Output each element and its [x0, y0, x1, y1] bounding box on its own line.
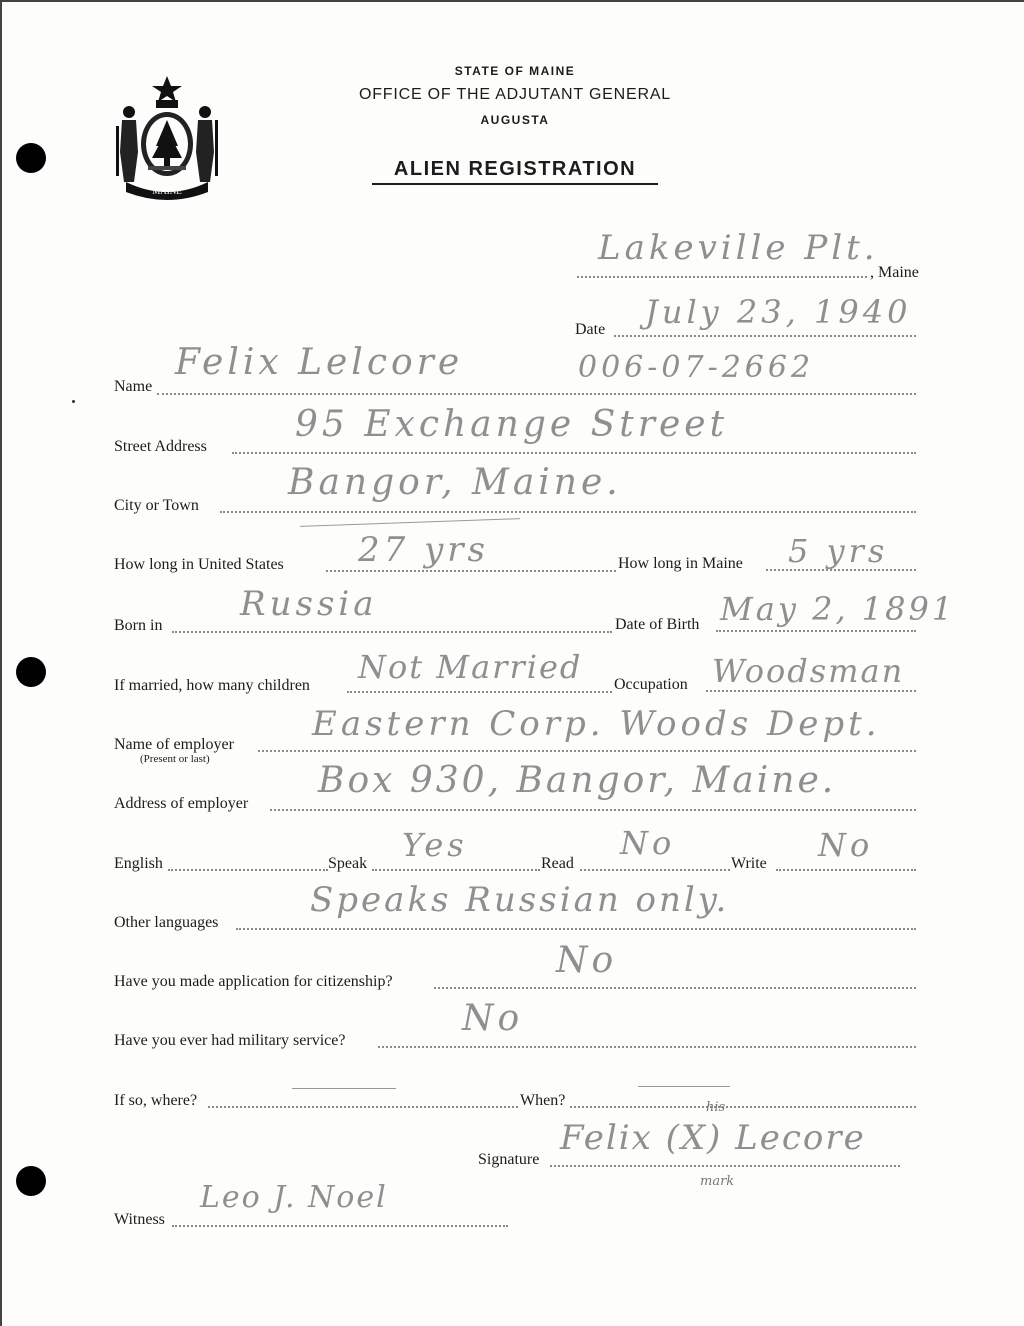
dob-value: May 2, 1891	[720, 590, 956, 628]
write-value: No	[818, 826, 874, 864]
registration-number: 006-07-2662	[578, 350, 815, 385]
occupation-label: Occupation	[614, 676, 688, 693]
witness-value: Leo J. Noel	[200, 1180, 388, 1215]
street-value: 95 Exchange Street	[295, 404, 729, 445]
military-line	[378, 1046, 916, 1048]
employer-line	[258, 750, 916, 752]
married-line	[347, 691, 612, 693]
employer-value: Eastern Corp. Woods Dept.	[312, 704, 881, 744]
city-line	[220, 511, 916, 513]
citizenship-line	[434, 987, 916, 989]
us-duration-label: How long in United States	[114, 556, 284, 573]
where-label: If so, where?	[114, 1092, 198, 1109]
place-line	[577, 276, 867, 278]
state-heading: STATE OF MAINE	[454, 64, 576, 78]
punch-hole-top	[16, 143, 46, 173]
write-label: Write	[731, 855, 767, 872]
signature-label: Signature	[478, 1151, 540, 1168]
street-line	[232, 452, 916, 454]
speak-value: Yes	[402, 826, 468, 864]
employer-address-line	[270, 809, 916, 811]
military-label: Have you ever had military service?	[114, 1032, 346, 1049]
witness-line	[172, 1225, 508, 1227]
name-value: Felix Lelcore	[175, 342, 464, 383]
name-label: Name	[114, 378, 153, 395]
other-languages-value: Speaks Russian only.	[310, 880, 730, 920]
born-line	[172, 631, 612, 633]
english-label: English	[114, 855, 163, 872]
office-heading: OFFICE OF THE ADJUTANT GENERAL	[358, 86, 672, 103]
other-languages-line	[236, 928, 916, 930]
signature-value: Felix (X) Lecore	[560, 1118, 866, 1158]
ink-speck	[72, 400, 75, 403]
occupation-line	[706, 690, 916, 692]
date-line	[614, 335, 916, 337]
us-duration-value: 27 yrs	[358, 530, 489, 570]
witness-label: Witness	[114, 1211, 165, 1228]
street-label: Street Address	[114, 438, 207, 455]
employer-sublabel: (Present or last)	[140, 753, 210, 765]
occupation-value: Woodsman	[712, 652, 905, 690]
signature-line	[550, 1165, 900, 1167]
speak-line	[372, 869, 540, 871]
speak-label: Speak	[328, 855, 368, 872]
maine-state-seal-icon	[112, 74, 222, 202]
employer-address-label: Address of employer	[114, 795, 249, 812]
married-value: Not Married	[358, 648, 583, 686]
read-label: Read	[541, 855, 574, 872]
date-label: Date	[575, 321, 606, 338]
his-annotation: his	[706, 1100, 726, 1115]
when-line	[570, 1106, 916, 1108]
form-title: ALIEN REGISTRATION	[372, 158, 658, 185]
when-dash-stroke	[638, 1086, 730, 1087]
name-line	[157, 393, 916, 395]
punch-hole-middle	[16, 657, 46, 687]
city-label: City or Town	[114, 497, 199, 514]
city-value: Bangor, Maine.	[288, 462, 622, 503]
employer-address-value: Box 930, Bangor, Maine.	[318, 760, 837, 801]
employer-label: Name of employer	[114, 736, 234, 753]
dob-line	[716, 630, 916, 632]
born-value: Russia	[240, 584, 378, 624]
where-dash-stroke	[292, 1088, 396, 1089]
place-label: , Maine	[870, 264, 919, 281]
seal-motto: MAINE	[152, 186, 182, 196]
date-value: July 23, 1940	[645, 293, 912, 331]
married-label: If married, how many children	[114, 677, 310, 694]
mark-annotation: mark	[700, 1174, 735, 1189]
write-line	[776, 869, 916, 871]
where-line	[208, 1106, 518, 1108]
city-heading: AUGUSTA	[480, 113, 550, 127]
place-value: Lakeville Plt.	[598, 228, 879, 268]
military-value: No	[462, 998, 524, 1039]
maine-duration-value: 5 yrs	[788, 532, 889, 570]
english-line	[168, 869, 328, 871]
read-value: No	[620, 824, 676, 862]
dob-label: Date of Birth	[615, 616, 700, 633]
when-label: When?	[520, 1092, 566, 1109]
read-line	[580, 869, 730, 871]
us-duration-line	[326, 570, 616, 572]
citizenship-value: No	[556, 940, 618, 981]
citizenship-label: Have you made application for citizenship?	[114, 973, 393, 990]
punch-hole-bottom	[16, 1166, 46, 1196]
other-languages-label: Other languages	[114, 914, 219, 931]
maine-duration-label: How long in Maine	[618, 555, 743, 572]
born-label: Born in	[114, 617, 163, 634]
